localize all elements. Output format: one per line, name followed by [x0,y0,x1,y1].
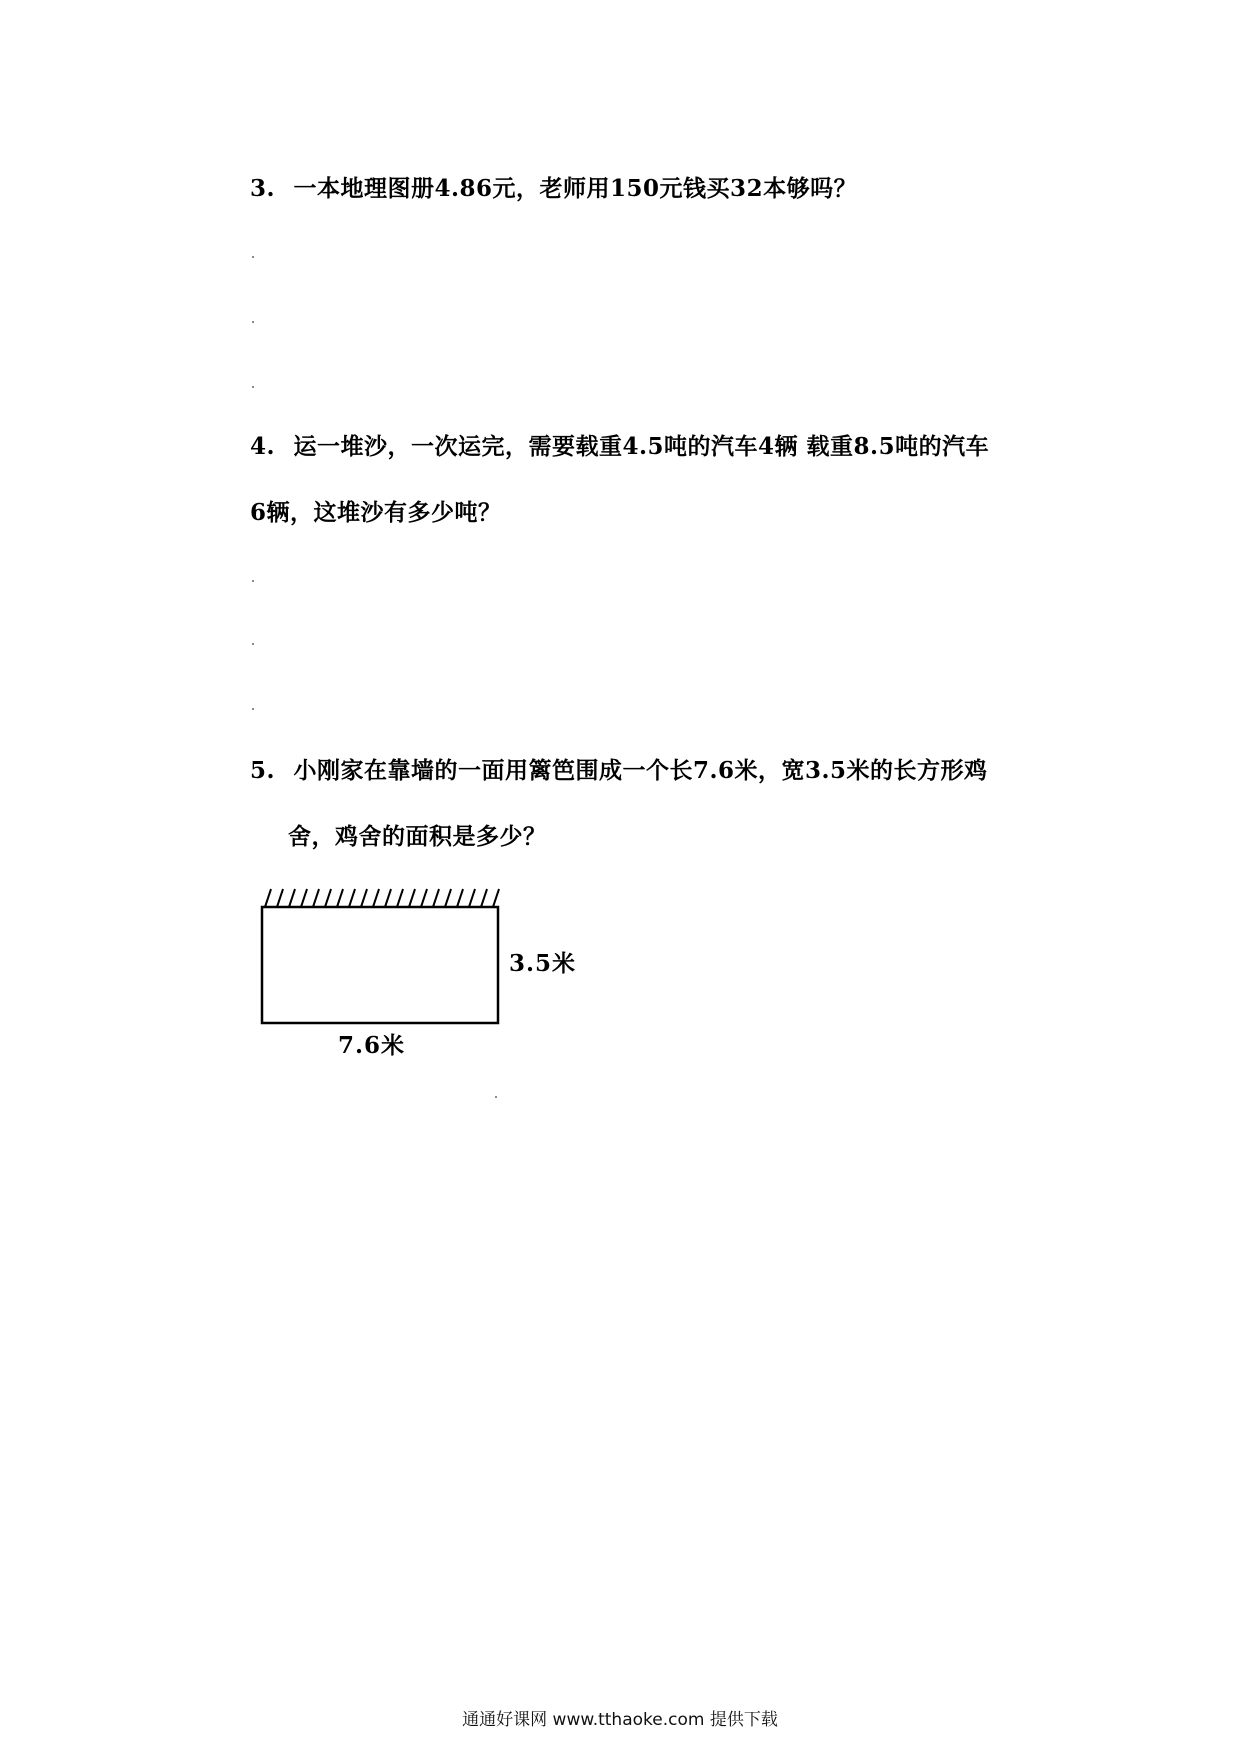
scan-mark [495,1096,497,1098]
question-4-line-1 [250,428,989,461]
question-4-line-2 [250,494,502,527]
wall-hatching [265,889,499,907]
answer-space-mark [252,386,254,388]
coop-rectangle [262,907,498,1023]
question-3-line-1 [250,170,857,203]
width-label: 3.5米 [509,950,577,977]
footer-credit: 通通好课网 www.tthaoke.com 提供下载 [462,1710,778,1730]
question-5-line-2 [288,818,547,851]
question-4-number: 4. [250,433,276,460]
question-4-text: 运一堆沙，一次运完，需要载重4.5吨的汽车4辆 载重8.5吨的汽车 [293,433,990,460]
question-5-line-1 [250,752,988,785]
answer-space-mark [252,580,254,582]
length-label: 7.6米 [338,1032,406,1059]
question-4-text-cont: 6辆，这堆沙有多少吨？ [250,499,502,526]
question-3-text: 一本地理图册4.86元，老师用150元钱买32本够吗？ [293,175,858,202]
answer-space-mark [252,256,254,258]
question-5-number: 5. [250,757,276,784]
question-5-text-cont: 舍，鸡舍的面积是多少？ [288,823,547,850]
answer-space-mark [252,321,254,323]
answer-space-mark [252,708,254,710]
question-5-text: 小刚家在靠墙的一面用篱笆围成一个长7.6米，宽3.5米的长方形鸡 [293,757,988,784]
answer-space-mark [252,643,254,645]
question-3-number: 3. [250,175,276,202]
